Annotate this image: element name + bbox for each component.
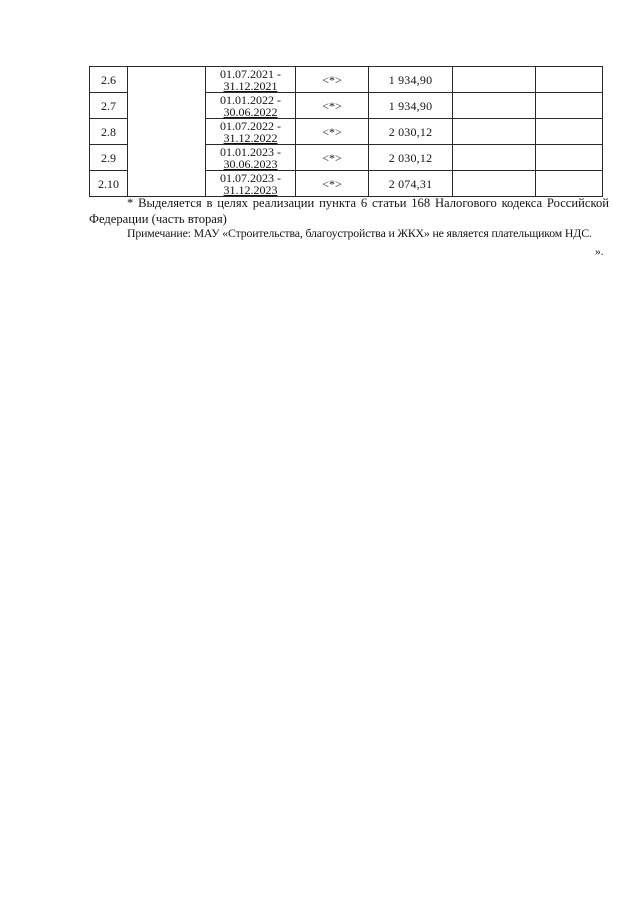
footnote-marker: <*> [296,67,369,93]
empty-cell [453,119,536,145]
footnote-marker: <*> [296,171,369,197]
empty-cell [536,171,603,197]
period-start: 01.07.2022 - [220,118,281,133]
period-start: 01.07.2021 - [220,66,281,81]
period-cell [206,67,296,93]
period-cell [206,171,296,197]
empty-cell [536,119,603,145]
closing-quote: ». [595,246,604,258]
period-cell [206,93,296,119]
footnote-line-2: Федерации (часть вторая) [89,212,227,226]
period-end: 31.12.2023 [223,182,278,197]
period-cell [206,119,296,145]
footnote-line-1: * Выделяется в целях реализации пункта 6 статьи 168 Налогового кодекса Российской [127,196,609,210]
tariff-value: 1 934,90 [369,93,453,119]
period-start: 01.01.2023 - [220,144,281,159]
tariff-value: 2 030,12 [369,119,453,145]
tariff-value: 2 030,12 [369,145,453,171]
period-end: 30.06.2022 [223,104,278,119]
footnote-marker: <*> [296,93,369,119]
row-number: 2.7 [90,93,128,119]
empty-cell [453,67,536,93]
empty-cell [453,145,536,171]
period-end: 31.12.2022 [223,130,278,145]
footnote-marker: <*> [296,119,369,145]
footnote [89,195,609,227]
empty-cell [453,171,536,197]
vat-note: Примечание: МАУ «Строительства, благоустройства и ЖКХ» не является плательщиком НДС. [127,226,592,240]
tariff-table [89,66,603,197]
period-end: 30.06.2023 [223,156,278,171]
footnote-marker: <*> [296,145,369,171]
period-start: 01.07.2023 - [220,170,281,185]
row-number: 2.8 [90,119,128,145]
empty-cell [536,93,603,119]
row-number: 2.9 [90,145,128,171]
period-end: 31.12.2021 [223,78,278,93]
tariff-value: 2 074,31 [369,171,453,197]
period-cell [206,145,296,171]
tariff-value: 1 934,90 [369,67,453,93]
empty-cell [453,93,536,119]
period-start: 01.01.2022 - [220,92,281,107]
merged-empty-cell [128,67,206,197]
table-row [90,67,603,93]
empty-cell [536,67,603,93]
empty-cell [536,145,603,171]
row-number: 2.10 [90,171,128,197]
row-number: 2.6 [90,67,128,93]
